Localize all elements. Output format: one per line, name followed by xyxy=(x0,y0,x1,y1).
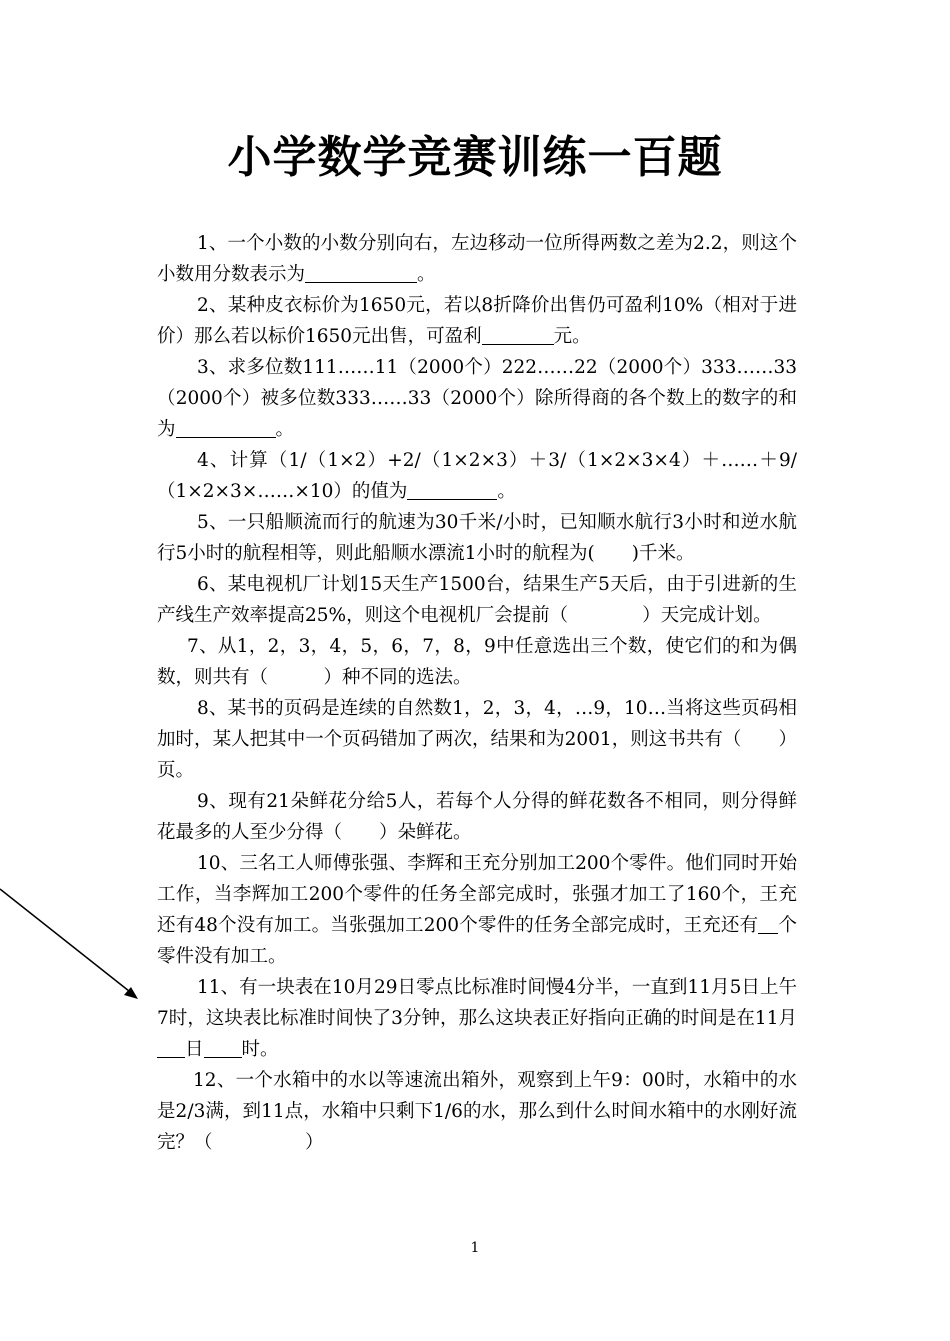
problem-9: 9、现有21朵鲜花分给5人，若每个人分得的鲜花数各不相同，则分得鲜花最多的人至少分得（ ）朵鲜花。 xyxy=(157,791,797,843)
answer-blank xyxy=(305,262,417,283)
problem-3: 3、求多位数111……11（2000个）222……22（2000个）333……33（2000个）被多位数333……33（2000个）除所得商的各个数上的数字的和为 。 xyxy=(157,357,797,440)
page-number: 1 xyxy=(470,1240,480,1256)
answer-blank xyxy=(482,324,554,345)
answer-blank xyxy=(204,1037,242,1058)
problem-8: 8、某书的页码是连续的自然数1，2，3，4，…9，10…当将这些页码相加时，某人把其中一个页码错加了两次，结果和为2001，则这书共有（ ）页。 xyxy=(157,698,797,781)
problem-5: 5、一只船顺流而行的航速为30千米/小时，已知顺水航行3小时和逆水航行5小时的航程相等，则此船顺水漂流1小时的航程为( )千米。 xyxy=(157,512,797,564)
arrow-annotation xyxy=(0,885,150,1005)
problem-7: 7、从1，2，3，4，5，6，7，8，9中任意选出三个数，使它们的和为偶数，则共有（ ）种不同的选法。 xyxy=(157,636,797,688)
answer-blank xyxy=(176,417,276,438)
problem-1: 1、一个小数的小数分别向右，左边移动一位所得两数之差为2.2，则这个小数用分数表示为 。 xyxy=(157,233,797,285)
problem-list xyxy=(157,228,797,1158)
problem-4: 4、计算（1/（1×2）+2/（1×2×3）＋3/（1×2×3×4）＋……＋9/ （1×2×3×……×10）的值为 。 xyxy=(157,450,797,502)
problem-12: 12、一个水箱中的水以等速流出箱外，观察到上午9：00时，水箱中的水是2/3满，到11点，水箱中只剩下1/6的水，那么到什么时间水箱中的水刚好流完？（ ） xyxy=(157,1070,797,1153)
problem-10: 10、三名工人师傅张强、李辉和王充分别加工200个零件。他们同时开始工作，当李辉加工200个零件的任务全部完成时，张强才加工了160个，王充还有48个没有加工。当张强加工200个零件的任务全部完成时，王充还有 个零件没有加工。 xyxy=(157,853,797,967)
answer-blank xyxy=(157,1037,185,1058)
problem-6: 6、某电视机厂计划15天生产1500台，结果生产5天后，由于引进新的生产线生产效率提高25%，则这个电视机厂会提前（ ）天完成计划。 xyxy=(157,574,797,626)
page-title: 小学数学竞赛训练一百题 xyxy=(227,132,723,183)
answer-blank xyxy=(407,479,497,500)
problem-11: 11、有一块表在10月29日零点比标准时间慢4分半，一直到11月5日上午7时，这块表比标准时间快了3分钟，那么这块表正好指向正确的时间是在11月日 时。 xyxy=(157,977,797,1060)
answer-blank xyxy=(758,913,778,934)
problem-2: 2、某种皮衣标价为1650元，若以8折降价出售仍可盈利10%（相对于进价）那么若以标价1650元出售，可盈利 元。 xyxy=(157,295,797,347)
